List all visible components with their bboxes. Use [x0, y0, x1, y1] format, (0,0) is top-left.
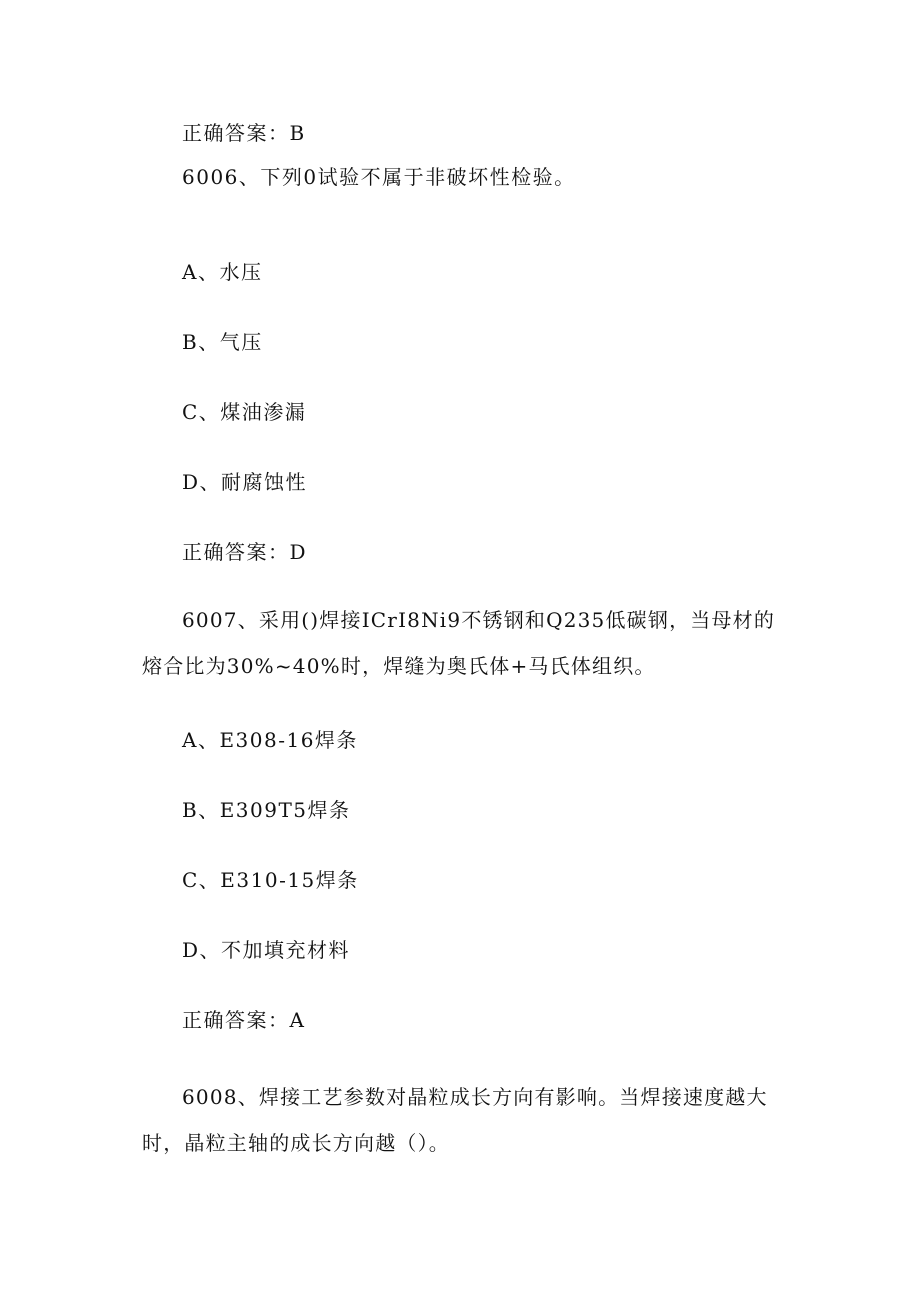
option-a: A、水压 — [182, 260, 263, 284]
option-a: A、E308-16焊条 — [182, 728, 358, 752]
answer-line: 正确答案：D — [182, 540, 308, 564]
option-c: C、煤油渗漏 — [182, 400, 307, 424]
answer-line: 正确答案：B — [182, 121, 306, 145]
option-b: B、E309T5焊条 — [182, 798, 351, 822]
question-6006: 6006、下列0试验不属于非破坏性检验。 — [182, 165, 576, 189]
answer-line: 正确答案：A — [182, 1008, 306, 1032]
option-c: C、E310-15焊条 — [182, 868, 359, 892]
option-b: B、气压 — [182, 330, 263, 354]
question-6007: 6007、采用()焊接ICrI8Ni9不锈钢和Q235低碳钢，当母材的熔合比为30%~40%时，焊缝为奥氏体+马氏体组织。 — [142, 608, 776, 678]
question-6008: 6008、焊接工艺参数对晶粒成长方向有影响。当焊接速度越大时，晶粒主轴的成长方向越（）。 — [142, 1085, 768, 1155]
option-d: D、不加填充材料 — [182, 938, 351, 962]
option-d: D、耐腐蚀性 — [182, 470, 308, 494]
